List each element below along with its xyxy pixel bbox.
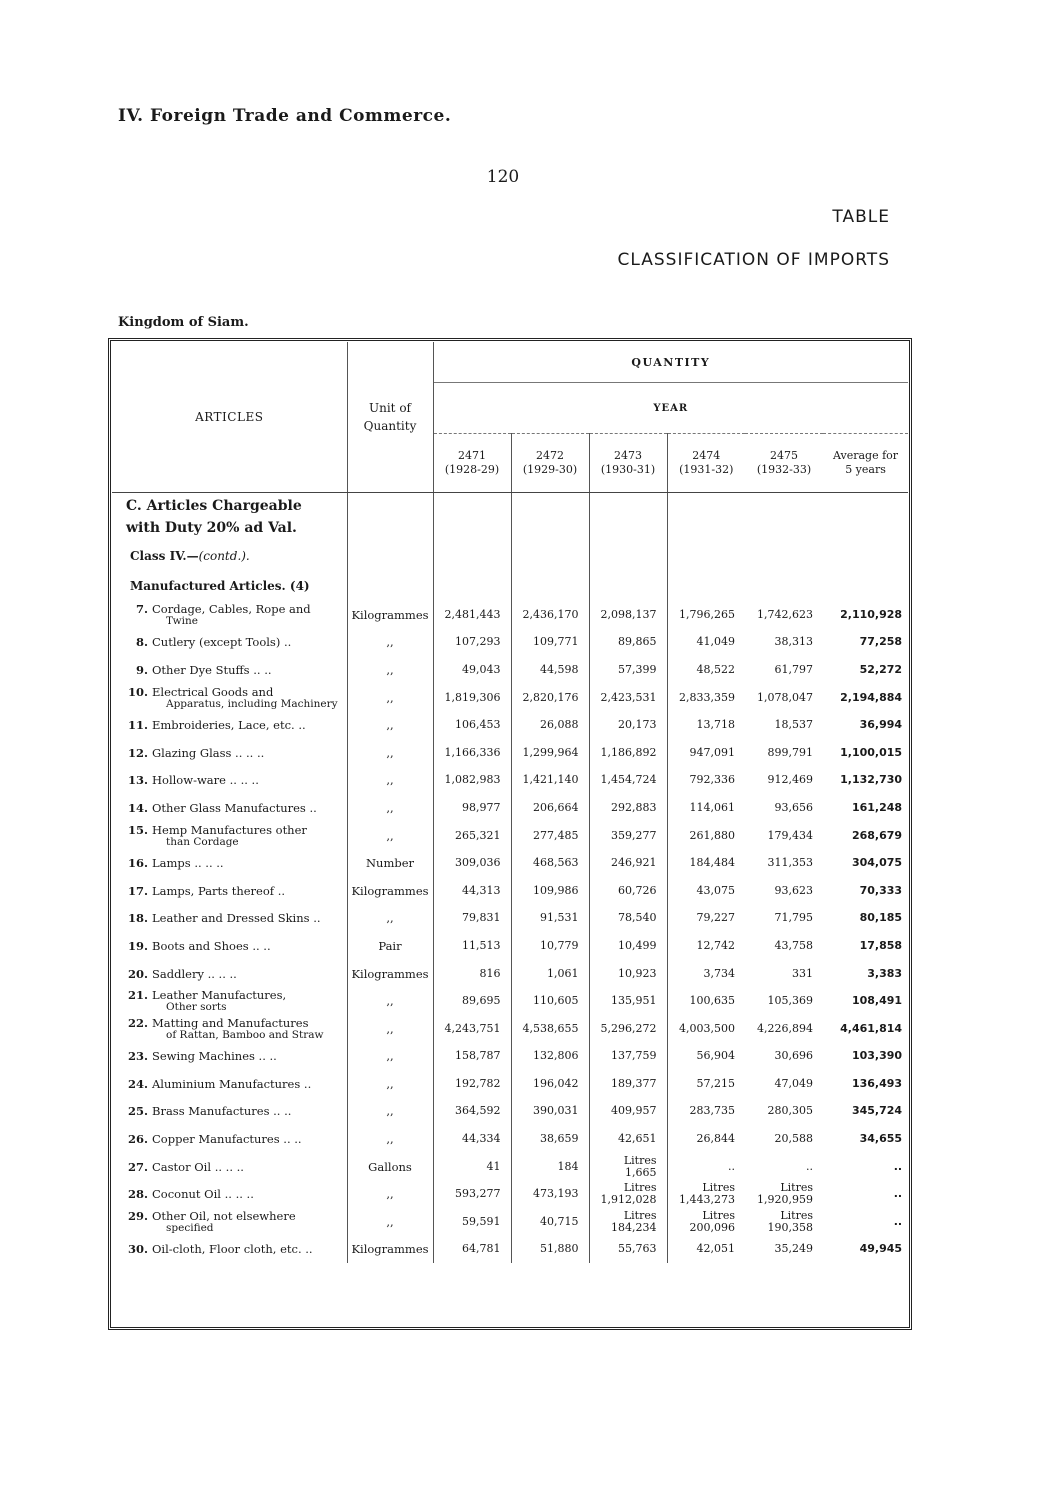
average-cell: 70,333: [859, 883, 903, 897]
article-cell: [112, 987, 347, 1015]
quantity-cell-2472: 109,771: [511, 629, 589, 657]
quantity-cell-2472: 109,986: [511, 877, 589, 905]
article-name-continued: Other sorts: [166, 1001, 227, 1014]
article-name: Leather Manufactures,: [152, 988, 287, 1003]
article-name: Lamps, Parts thereof ..: [152, 883, 286, 898]
category-line2: with Duty 20% ad Val.: [126, 520, 297, 536]
quantity-cell-2475: 93,623: [774, 883, 813, 897]
article-number: 22.: [127, 1015, 148, 1030]
quantity-cell-2474: 947,091: [689, 745, 735, 759]
article-cell: [112, 877, 347, 905]
article-name-continued: of Rattan, Bamboo and Straw: [166, 1028, 324, 1041]
article-number: 12.: [127, 745, 148, 760]
quantity-cell-2474: 4,003,500: [679, 1021, 735, 1035]
quantity-cell-2473: 135,951: [589, 987, 667, 1015]
quantity-cell-2475: 912,469: [767, 773, 813, 787]
quantity-cell-2475: 30,696: [774, 1049, 813, 1063]
unit-cell: Number: [347, 849, 433, 877]
unit-cell: ,,: [347, 711, 433, 739]
table-row: [112, 1208, 908, 1236]
quantity-cell-2471: 1,166,336: [433, 739, 511, 767]
quantity-cell-2474: Litres 1,443,273: [679, 1181, 735, 1207]
article-name: Coconut Oil .. .. ..: [152, 1187, 254, 1202]
quantity-header: QUANTITY: [433, 342, 908, 383]
article-cell: [112, 1043, 347, 1071]
average-cell: 161,248: [851, 800, 903, 814]
quantity-cell-2472: 1,421,140: [511, 767, 589, 795]
article-cell: [112, 905, 347, 933]
quantity-cell-2471: 49,043: [433, 656, 511, 684]
unit-cell: ,,: [347, 1098, 433, 1126]
quantity-cell-2474: 43,075: [696, 883, 735, 897]
quantity-cell-2475: 18,537: [774, 718, 813, 732]
article-name: Aluminium Manufactures ..: [152, 1076, 312, 1091]
quantity-cell-2471: 364,592: [433, 1098, 511, 1126]
quantity-cell-2472: 91,531: [511, 905, 589, 933]
table-row: [112, 1098, 908, 1126]
quantity-cell-2471: 79,831: [433, 905, 511, 933]
quantity-cell-2475: 899,791: [767, 745, 813, 759]
unit-cell: ,,: [347, 987, 433, 1015]
quantity-cell-2472: 4,538,655: [511, 1015, 589, 1043]
quantity-cell-2474: 48,522: [696, 662, 735, 676]
table-row: [112, 794, 908, 822]
quantity-cell-2475: 280,305: [767, 1104, 813, 1118]
average-cell: 2,194,884: [840, 690, 903, 704]
quantity-cell-2473: 78,540: [589, 905, 667, 933]
article-cell: [112, 739, 347, 767]
article-name: Hollow-ware .. .. ..: [152, 773, 259, 788]
article-name: Lamps .. .. ..: [152, 856, 224, 871]
quantity-cell-2472: 10,779: [511, 932, 589, 960]
article-name: Matting and Manufactures: [152, 1015, 309, 1030]
average-cell: 3,383: [867, 966, 903, 980]
average-cell: 17,858: [859, 938, 903, 952]
article-cell: [112, 1070, 347, 1098]
quantity-cell-2474: 41,049: [696, 635, 735, 649]
article-cell: [112, 794, 347, 822]
quantity-cell-2475: 61,797: [774, 662, 813, 676]
unit-cell: Kilogrammes: [347, 960, 433, 988]
average-cell: 103,390: [851, 1049, 903, 1063]
table-row: [112, 629, 908, 657]
average-cell: 49,945: [859, 1242, 903, 1256]
unit-cell: Kilogrammes: [347, 601, 433, 629]
average-cell: 34,655: [859, 1132, 903, 1146]
quantity-cell-2475: Litres 190,358: [767, 1208, 813, 1234]
quantity-cell-2475: 38,313: [774, 635, 813, 649]
article-name: Leather and Dressed Skins ..: [152, 911, 321, 926]
year-header: YEAR: [433, 383, 908, 434]
table-row: [112, 960, 908, 988]
page-number: 120: [486, 167, 520, 187]
quantity-cell-2471: 265,321: [433, 822, 511, 850]
article-number: 26.: [127, 1132, 148, 1147]
article-cell: [112, 684, 347, 712]
quantity-cell-2473: 292,883: [589, 794, 667, 822]
average-cell: 136,493: [851, 1076, 903, 1090]
quantity-cell-2474: 57,215: [696, 1076, 735, 1090]
quantity-cell-2472: 26,088: [511, 711, 589, 739]
average-cell: 1,100,015: [840, 745, 903, 759]
quantity-cell-2472: 132,806: [511, 1043, 589, 1071]
average-cell: 2,110,928: [840, 607, 903, 621]
quantity-cell-2474: 56,904: [696, 1049, 735, 1063]
quantity-cell-2471: 158,787: [433, 1043, 511, 1071]
article-number: 7.: [135, 601, 148, 616]
average-cell: 36,994: [859, 718, 903, 732]
quantity-cell-2475: 1,078,047: [757, 690, 813, 704]
quantity-cell-2475: 311,353: [767, 856, 813, 870]
article-cell: [112, 932, 347, 960]
quantity-cell-2473: Litres 1,665: [589, 1153, 667, 1181]
unit-cell: ,,: [347, 629, 433, 657]
quantity-cell-2471: 2,481,443: [433, 601, 511, 629]
article-number: 11.: [127, 718, 148, 733]
article-name: Glazing Glass .. .. ..: [152, 745, 265, 760]
article-name-continued: than Cordage: [166, 835, 239, 848]
table-row: [112, 601, 908, 629]
quantity-cell-2472: 40,715: [511, 1208, 589, 1236]
unit-cell: ,,: [347, 822, 433, 850]
quantity-cell-2473: 89,865: [589, 629, 667, 657]
quantity-cell-2474: ..: [728, 1159, 735, 1173]
article-number: 10.: [127, 684, 148, 699]
article-number: 28.: [127, 1187, 148, 1202]
article-number: 19.: [127, 938, 148, 953]
quantity-cell-2473: 359,277: [589, 822, 667, 850]
average-cell: 108,491: [851, 994, 903, 1008]
quantity-cell-2472: 277,485: [511, 822, 589, 850]
quantity-cell-2472: 206,664: [511, 794, 589, 822]
quantity-cell-2474: 26,844: [696, 1132, 735, 1146]
quantity-cell-2473: 20,173: [589, 711, 667, 739]
classification-title: CLASSIFICATION OF IMPORTS: [617, 250, 890, 270]
quantity-cell-2472: 1,299,964: [511, 739, 589, 767]
article-name: Other Dye Stuffs .. ..: [152, 662, 272, 677]
unit-cell: Gallons: [347, 1153, 433, 1181]
quantity-cell-2474: 100,635: [689, 994, 735, 1008]
category-line1: C. Articles Chargeable: [126, 498, 302, 514]
quantity-cell-2472: 2,436,170: [511, 601, 589, 629]
category-title: [112, 493, 347, 542]
quantity-cell-2475: 4,226,894: [757, 1021, 813, 1035]
unit-cell: ,,: [347, 794, 433, 822]
article-cell: [112, 629, 347, 657]
article-cell: [112, 849, 347, 877]
quantity-cell-2475: 35,249: [774, 1242, 813, 1256]
quantity-cell-2472: 2,820,176: [511, 684, 589, 712]
average-cell: 52,272: [859, 662, 903, 676]
article-cell: [112, 822, 347, 850]
article-name: Other Oil, not elsewhere: [152, 1208, 296, 1223]
unit-cell: Pair: [347, 932, 433, 960]
quantity-cell-2475: 1,742,623: [757, 607, 813, 621]
average-cell: 4,461,814: [840, 1021, 903, 1035]
average-header: Average for 5 years: [833, 449, 899, 476]
quantity-cell-2472: 184: [511, 1153, 589, 1181]
article-cell: [112, 1153, 347, 1181]
quantity-cell-2475: 93,656: [774, 800, 813, 814]
article-number: 24.: [127, 1076, 148, 1091]
quantity-cell-2475: 71,795: [774, 911, 813, 925]
article-cell: [112, 1015, 347, 1043]
article-name: Brass Manufactures .. ..: [152, 1104, 292, 1119]
article-name: Boots and Shoes .. ..: [152, 938, 271, 953]
average-cell: 345,724: [851, 1104, 903, 1118]
unit-header-line2: Quantity: [363, 419, 417, 433]
quantity-cell-2471: 44,313: [433, 877, 511, 905]
table-row: [112, 849, 908, 877]
quantity-cell-2472: 196,042: [511, 1070, 589, 1098]
article-number: 15.: [127, 822, 148, 837]
quantity-cell-2473: 42,651: [589, 1125, 667, 1153]
table-row: [112, 1125, 908, 1153]
average-cell: 77,258: [859, 635, 903, 649]
quantity-cell-2475: 331: [792, 966, 813, 980]
quantity-cell-2473: 57,399: [589, 656, 667, 684]
article-name-continued: specified: [166, 1221, 214, 1234]
year-header-2473: 2473 (1930-31): [589, 434, 667, 493]
table-row: [112, 905, 908, 933]
article-name: Other Glass Manufactures ..: [152, 800, 317, 815]
quantity-cell-2472: 110,605: [511, 987, 589, 1015]
quantity-cell-2472: 468,563: [511, 849, 589, 877]
unit-cell: ,,: [347, 739, 433, 767]
article-cell: [112, 1208, 347, 1236]
quantity-cell-2474: 13,718: [696, 718, 735, 732]
article-number: 23.: [127, 1049, 148, 1064]
unit-cell: ,,: [347, 1125, 433, 1153]
quantity-cell-2474: 2,833,359: [679, 690, 735, 704]
quantity-cell-2471: 106,453: [433, 711, 511, 739]
quantity-cell-2474: Litres 200,096: [689, 1208, 735, 1234]
table-row: [112, 684, 908, 712]
quantity-cell-2471: 1,082,983: [433, 767, 511, 795]
unit-cell: ,,: [347, 1015, 433, 1043]
quantity-cell-2475: 43,758: [774, 938, 813, 952]
year-header-2471: 2471 (1928-29): [433, 434, 511, 493]
quantity-cell-2471: 89,695: [433, 987, 511, 1015]
article-name: Embroideries, Lace, etc. ..: [152, 718, 306, 733]
quantity-cell-2472: 38,659: [511, 1125, 589, 1153]
article-name-continued: Apparatus, including Machinery: [166, 697, 338, 710]
article-number: 27.: [127, 1159, 148, 1174]
section-title: IV. Foreign Trade and Commerce.: [118, 106, 452, 126]
quantity-cell-2471: 309,036: [433, 849, 511, 877]
quantity-cell-2472: 390,031: [511, 1098, 589, 1126]
article-number: 9.: [135, 662, 148, 677]
article-number: 8.: [135, 635, 148, 650]
quantity-cell-2474: 42,051: [696, 1242, 735, 1256]
quantity-cell-2474: 3,734: [703, 966, 735, 980]
article-cell: [112, 601, 347, 629]
unit-header: [347, 342, 433, 492]
quantity-cell-2475: 47,049: [774, 1076, 813, 1090]
unit-cell: ,,: [347, 905, 433, 933]
quantity-cell-2473: Litres 1,912,028: [589, 1180, 667, 1208]
article-name-continued: Twine: [166, 614, 198, 627]
article-cell: [112, 1180, 347, 1208]
quantity-cell-2474: 114,061: [689, 800, 735, 814]
table-row: [112, 932, 908, 960]
quantity-cell-2474: 1,796,265: [679, 607, 735, 621]
article-cell: [112, 960, 347, 988]
article-name: Cordage, Cables, Rope and: [152, 601, 311, 616]
article-cell: [112, 656, 347, 684]
quantity-cell-2473: 2,423,531: [589, 684, 667, 712]
quantity-cell-2473: 1,186,892: [589, 739, 667, 767]
unit-cell: ,,: [347, 656, 433, 684]
quantity-cell-2472: 51,880: [511, 1236, 589, 1264]
quantity-cell-2475: 20,588: [774, 1132, 813, 1146]
quantity-cell-2471: 64,781: [433, 1236, 511, 1264]
quantity-cell-2471: 98,977: [433, 794, 511, 822]
table-row: [112, 822, 908, 850]
unit-cell: ,,: [347, 1070, 433, 1098]
table-row: [112, 877, 908, 905]
unit-cell: ,,: [347, 1180, 433, 1208]
quantity-cell-2474: 261,880: [689, 828, 735, 842]
table-row: [112, 1015, 908, 1043]
table-row: [112, 767, 908, 795]
article-number: 13.: [127, 773, 148, 788]
quantity-cell-2471: 1,819,306: [433, 684, 511, 712]
table-row: [112, 656, 908, 684]
average-cell: 80,185: [859, 911, 903, 925]
table-row: [112, 1043, 908, 1071]
article-name: Oil-cloth, Floor cloth, etc. ..: [152, 1242, 313, 1257]
article-number: 18.: [127, 911, 148, 926]
article-name: Cutlery (except Tools) ..: [152, 635, 292, 650]
class-label: Class IV.—(contd.).: [112, 541, 347, 571]
quantity-cell-2471: 816: [433, 960, 511, 988]
quantity-cell-2473: 246,921: [589, 849, 667, 877]
imports-table: [112, 342, 908, 1263]
average-cell: ..: [893, 1214, 903, 1228]
quantity-cell-2473: 10,923: [589, 960, 667, 988]
article-cell: [112, 711, 347, 739]
article-number: 21.: [127, 988, 148, 1003]
unit-cell: ,,: [347, 1043, 433, 1071]
article-number: 30.: [127, 1242, 148, 1257]
quantity-cell-2471: 44,334: [433, 1125, 511, 1153]
article-number: 20.: [127, 966, 148, 981]
article-name: Hemp Manufactures other: [152, 822, 307, 837]
article-number: 17.: [127, 883, 148, 898]
table-row: [112, 987, 908, 1015]
unit-cell: ,,: [347, 1208, 433, 1236]
unit-cell: ,,: [347, 767, 433, 795]
quantity-cell-2473: 189,377: [589, 1070, 667, 1098]
article-name: Sewing Machines .. ..: [152, 1049, 277, 1064]
table-row: [112, 739, 908, 767]
table-row: [112, 711, 908, 739]
unit-cell: Kilogrammes: [347, 877, 433, 905]
quantity-cell-2473: 5,296,272: [589, 1015, 667, 1043]
quantity-cell-2474: 283,735: [689, 1104, 735, 1118]
quantity-cell-2474: 792,336: [689, 773, 735, 787]
table-label: TABLE: [832, 207, 890, 227]
group-label: Manufactured Articles. (4): [112, 571, 347, 601]
table-row: [112, 1070, 908, 1098]
quantity-cell-2475: 179,434: [767, 828, 813, 842]
article-name: Copper Manufactures .. ..: [152, 1132, 302, 1147]
table-row: [112, 1153, 908, 1181]
average-cell: 304,075: [851, 856, 903, 870]
quantity-cell-2472: 473,193: [511, 1180, 589, 1208]
quantity-cell-2473: 1,454,724: [589, 767, 667, 795]
article-number: 29.: [127, 1208, 148, 1223]
quantity-cell-2473: 10,499: [589, 932, 667, 960]
quantity-cell-2473: 409,957: [589, 1098, 667, 1126]
year-header-2472: 2472 (1929-30): [511, 434, 589, 493]
article-name: Saddlery .. .. ..: [152, 966, 237, 981]
article-number: 25.: [127, 1104, 148, 1119]
quantity-cell-2473: 60,726: [589, 877, 667, 905]
quantity-cell-2471: 11,513: [433, 932, 511, 960]
article-cell: [112, 1098, 347, 1126]
quantity-cell-2472: 44,598: [511, 656, 589, 684]
quantity-cell-2471: 593,277: [433, 1180, 511, 1208]
unit-header-line1: Unit of: [369, 401, 411, 415]
article-number: 14.: [127, 800, 148, 815]
quantity-cell-2475: ..: [806, 1159, 813, 1173]
average-cell: ..: [893, 1187, 903, 1201]
quantity-cell-2471: 41: [433, 1153, 511, 1181]
average-cell: 1,132,730: [840, 773, 903, 787]
quantity-cell-2473: 55,763: [589, 1236, 667, 1264]
articles-header: ARTICLES: [112, 342, 347, 492]
quantity-cell-2473: 137,759: [589, 1043, 667, 1071]
quantity-cell-2473: 2,098,137: [589, 601, 667, 629]
article-cell: [112, 1236, 347, 1264]
quantity-cell-2471: 107,293: [433, 629, 511, 657]
quantity-cell-2474: 12,742: [696, 938, 735, 952]
table-row: [112, 1180, 908, 1208]
article-cell: [112, 1125, 347, 1153]
article-number: 16.: [127, 856, 148, 871]
average-cell: 268,679: [851, 828, 903, 842]
article-name: Castor Oil .. .. ..: [152, 1159, 244, 1174]
average-cell: ..: [893, 1159, 903, 1173]
article-name: Electrical Goods and: [152, 684, 274, 699]
quantity-cell-2472: 1,061: [511, 960, 589, 988]
year-header-2475: 2475 (1932-33): [756, 449, 812, 476]
table-row: [112, 1236, 908, 1264]
unit-cell: Kilogrammes: [347, 1236, 433, 1264]
article-cell: [112, 767, 347, 795]
unit-cell: ,,: [347, 684, 433, 712]
quantity-cell-2474: 79,227: [696, 911, 735, 925]
quantity-cell-2471: 4,243,751: [433, 1015, 511, 1043]
quantity-cell-2475: 105,369: [767, 994, 813, 1008]
quantity-cell-2474: 184,484: [689, 856, 735, 870]
quantity-cell-2473: Litres 184,234: [589, 1208, 667, 1236]
quantity-cell-2475: Litres 1,920,959: [757, 1181, 813, 1207]
quantity-cell-2471: 59,591: [433, 1208, 511, 1236]
kingdom-label: Kingdom of Siam.: [118, 315, 249, 330]
year-header-2474: 2474 (1931-32): [679, 449, 734, 476]
quantity-cell-2471: 192,782: [433, 1070, 511, 1098]
